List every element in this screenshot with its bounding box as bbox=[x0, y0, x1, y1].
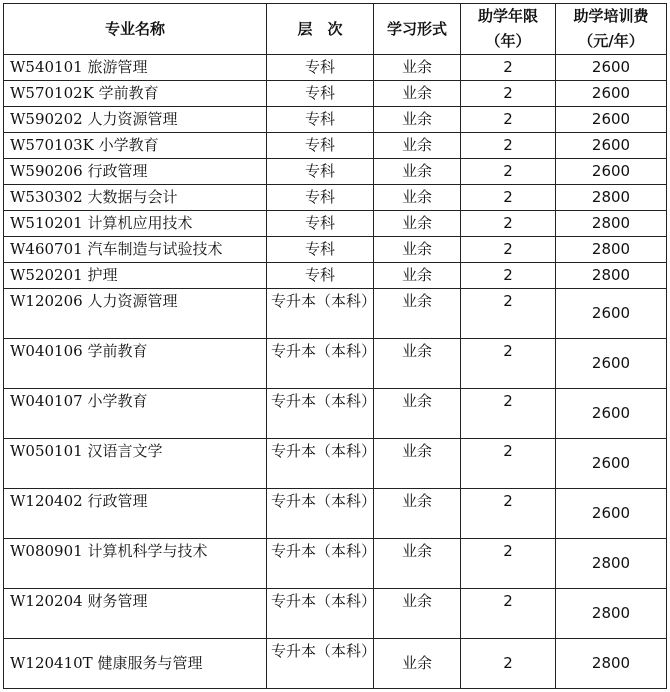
fee-cell: 2800 bbox=[556, 211, 667, 237]
level-cell: 专升本（本科） bbox=[267, 389, 374, 439]
level-cell: 专科 bbox=[267, 185, 374, 211]
program-name-cell: W590206 行政管理 bbox=[4, 159, 267, 185]
program-name-cell: W510201 计算机应用技术 bbox=[4, 211, 267, 237]
years-cell: 2 bbox=[461, 589, 556, 639]
fee-cell: 2800 bbox=[556, 263, 667, 289]
fee-cell: 2800 bbox=[556, 237, 667, 263]
header-years-unit: （年） bbox=[485, 32, 531, 50]
program-fee-table bbox=[3, 3, 667, 689]
fee-cell: 2600 bbox=[556, 55, 667, 81]
years-cell: 2 bbox=[461, 389, 556, 439]
level-cell: 专升本（本科） bbox=[267, 339, 374, 389]
study-form-cell: 业余 bbox=[374, 539, 461, 589]
table-row bbox=[4, 339, 667, 389]
level-cell: 专科 bbox=[267, 211, 374, 237]
program-name-cell: W040106 学前教育 bbox=[4, 339, 267, 389]
table-row bbox=[4, 489, 667, 539]
table-row bbox=[4, 263, 667, 289]
table-row bbox=[4, 237, 667, 263]
table-header-row bbox=[4, 4, 667, 55]
years-cell: 2 bbox=[461, 439, 556, 489]
table-row bbox=[4, 639, 667, 689]
level-cell: 专升本（本科） bbox=[267, 289, 374, 339]
program-name-cell: W570103K 小学教育 bbox=[4, 133, 267, 159]
program-name-cell: W570102K 学前教育 bbox=[4, 81, 267, 107]
years-cell: 2 bbox=[461, 185, 556, 211]
fee-cell: 2800 bbox=[556, 639, 667, 689]
table-row bbox=[4, 289, 667, 339]
table-row bbox=[4, 159, 667, 185]
years-cell: 2 bbox=[461, 159, 556, 185]
study-form-cell: 业余 bbox=[374, 263, 461, 289]
study-form-cell: 业余 bbox=[374, 389, 461, 439]
header-level: 层 次 bbox=[267, 4, 374, 55]
study-form-cell: 业余 bbox=[374, 489, 461, 539]
level-cell: 专科 bbox=[267, 107, 374, 133]
fee-cell: 2600 bbox=[556, 107, 667, 133]
fee-cell: 2800 bbox=[556, 539, 667, 589]
level-cell: 专升本（本科） bbox=[267, 439, 374, 489]
fee-cell: 2600 bbox=[556, 439, 667, 489]
level-cell: 专科 bbox=[267, 55, 374, 81]
study-form-cell: 业余 bbox=[374, 55, 461, 81]
table-row bbox=[4, 81, 667, 107]
table-row bbox=[4, 107, 667, 133]
study-form-cell: 业余 bbox=[374, 185, 461, 211]
program-name-cell: W080901 计算机科学与技术 bbox=[4, 539, 267, 589]
level-cell: 专升本（本科） bbox=[267, 539, 374, 589]
table-body bbox=[4, 55, 667, 689]
table-row bbox=[4, 589, 667, 639]
years-cell: 2 bbox=[461, 133, 556, 159]
header-years-label: 助学年限 bbox=[477, 7, 538, 25]
header-fee bbox=[556, 4, 667, 55]
study-form-cell: 业余 bbox=[374, 107, 461, 133]
program-name-cell: W120402 行政管理 bbox=[4, 489, 267, 539]
program-name-cell: W120204 财务管理 bbox=[4, 589, 267, 639]
header-fee-label: 助学培训费 bbox=[573, 7, 649, 25]
years-cell: 2 bbox=[461, 339, 556, 389]
program-name-cell: W530302 大数据与会计 bbox=[4, 185, 267, 211]
study-form-cell: 业余 bbox=[374, 289, 461, 339]
table-row bbox=[4, 211, 667, 237]
program-name-cell: W540101 旅游管理 bbox=[4, 55, 267, 81]
level-cell: 专升本（本科） bbox=[267, 489, 374, 539]
study-form-cell: 业余 bbox=[374, 159, 461, 185]
years-cell: 2 bbox=[461, 489, 556, 539]
header-program-name: 专业名称 bbox=[4, 4, 267, 55]
fee-cell: 2800 bbox=[556, 589, 667, 639]
study-form-cell: 业余 bbox=[374, 237, 461, 263]
table-row bbox=[4, 133, 667, 159]
fee-cell: 2600 bbox=[556, 339, 667, 389]
study-form-cell: 业余 bbox=[374, 133, 461, 159]
years-cell: 2 bbox=[461, 639, 556, 689]
program-name-cell: W050101 汉语言文学 bbox=[4, 439, 267, 489]
program-name-cell: W120410T 健康服务与管理 bbox=[4, 639, 267, 689]
years-cell: 2 bbox=[461, 107, 556, 133]
program-name-cell: W040107 小学教育 bbox=[4, 389, 267, 439]
table-row bbox=[4, 185, 667, 211]
header-study-form: 学习形式 bbox=[374, 4, 461, 55]
fee-cell: 2600 bbox=[556, 389, 667, 439]
fee-cell: 2600 bbox=[556, 489, 667, 539]
years-cell: 2 bbox=[461, 539, 556, 589]
years-cell: 2 bbox=[461, 211, 556, 237]
table-row bbox=[4, 55, 667, 81]
level-cell: 专科 bbox=[267, 159, 374, 185]
fee-cell: 2600 bbox=[556, 81, 667, 107]
table-row bbox=[4, 539, 667, 589]
study-form-cell: 业余 bbox=[374, 589, 461, 639]
level-cell: 专升本（本科） bbox=[267, 589, 374, 639]
level-cell: 专科 bbox=[267, 263, 374, 289]
level-cell: 专科 bbox=[267, 133, 374, 159]
table-row bbox=[4, 439, 667, 489]
study-form-cell: 业余 bbox=[374, 211, 461, 237]
years-cell: 2 bbox=[461, 289, 556, 339]
years-cell: 2 bbox=[461, 55, 556, 81]
header-fee-unit: （元/年） bbox=[578, 32, 644, 50]
level-cell: 专科 bbox=[267, 237, 374, 263]
fee-cell: 2800 bbox=[556, 185, 667, 211]
study-form-cell: 业余 bbox=[374, 639, 461, 689]
level-cell: 专科 bbox=[267, 81, 374, 107]
fee-cell: 2600 bbox=[556, 159, 667, 185]
program-name-cell: W590202 人力资源管理 bbox=[4, 107, 267, 133]
fee-cell: 2600 bbox=[556, 289, 667, 339]
program-name-cell: W460701 汽车制造与试验技术 bbox=[4, 237, 267, 263]
level-cell: 专升本（本科） bbox=[267, 639, 374, 689]
years-cell: 2 bbox=[461, 263, 556, 289]
study-form-cell: 业余 bbox=[374, 439, 461, 489]
study-form-cell: 业余 bbox=[374, 339, 461, 389]
years-cell: 2 bbox=[461, 237, 556, 263]
table-row bbox=[4, 389, 667, 439]
fee-cell: 2600 bbox=[556, 133, 667, 159]
program-name-cell: W520201 护理 bbox=[4, 263, 267, 289]
header-years bbox=[461, 4, 556, 55]
study-form-cell: 业余 bbox=[374, 81, 461, 107]
years-cell: 2 bbox=[461, 81, 556, 107]
program-name-cell: W120206 人力资源管理 bbox=[4, 289, 267, 339]
